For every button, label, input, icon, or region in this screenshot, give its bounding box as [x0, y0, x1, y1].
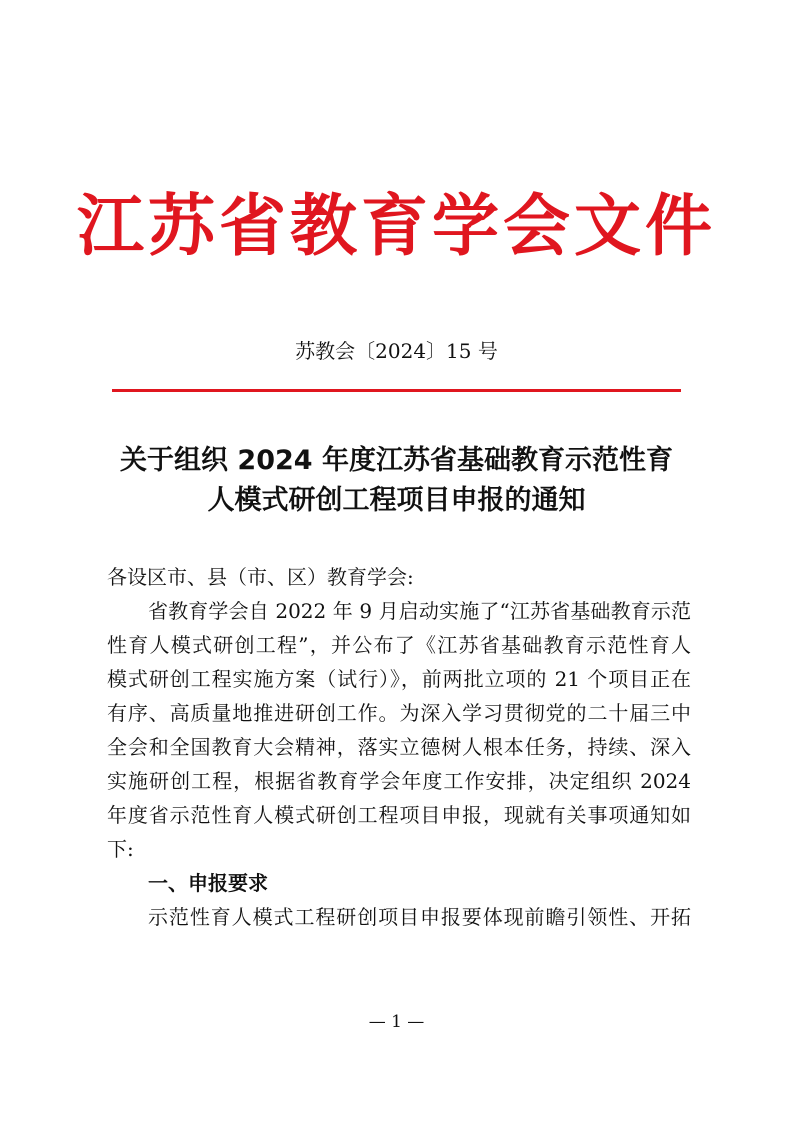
paragraph-line: 实施研创工程，根据省教育学会年度工作安排，决定组织 2024: [107, 769, 691, 793]
paragraph-line: 性育人模式研创工程”，并公布了《江苏省基础教育示范性育人: [107, 633, 691, 657]
paragraph-line: 下:: [107, 837, 134, 861]
body-text: [107, 560, 691, 934]
paragraph-line: 省教育学会自 2022 年 9 月启动实施了“江苏省基础教育示范: [148, 599, 691, 623]
paragraph-line: 年度省示范性育人模式研创工程项目申报，现就有关事项通知如: [107, 803, 691, 827]
page-number: — 1 —: [368, 1012, 425, 1032]
salutation: 各设区市、县（市、区）教育学会:: [107, 565, 414, 589]
title-line-2: 人模式研创工程项目申报的通知: [207, 485, 586, 516]
document-number: 苏教会〔2024〕15 号: [295, 339, 498, 363]
document-title: [80, 441, 713, 521]
paragraph-line: 全会和全国教育大会精神，落实立德树人根本任务，持续、深入: [107, 735, 691, 759]
paragraph-line: 有序、高质量地推进研创工作。为深入学习贯彻党的二十届三中: [107, 701, 691, 725]
paragraph-line: 模式研创工程实施方案（试行）》，前两批立项的 21 个项目正在: [107, 667, 691, 691]
section-heading: 一、申报要求: [148, 871, 268, 895]
red-divider-rule: [112, 389, 681, 392]
paragraph-line: 示范性育人模式工程研创项目申报要体现前瞻引领性、开拓: [148, 905, 691, 929]
title-line-1: 关于组织 2024 年度江苏省基础教育示范性育: [120, 445, 673, 476]
masthead: 江苏省教育学会文件: [77, 186, 716, 265]
